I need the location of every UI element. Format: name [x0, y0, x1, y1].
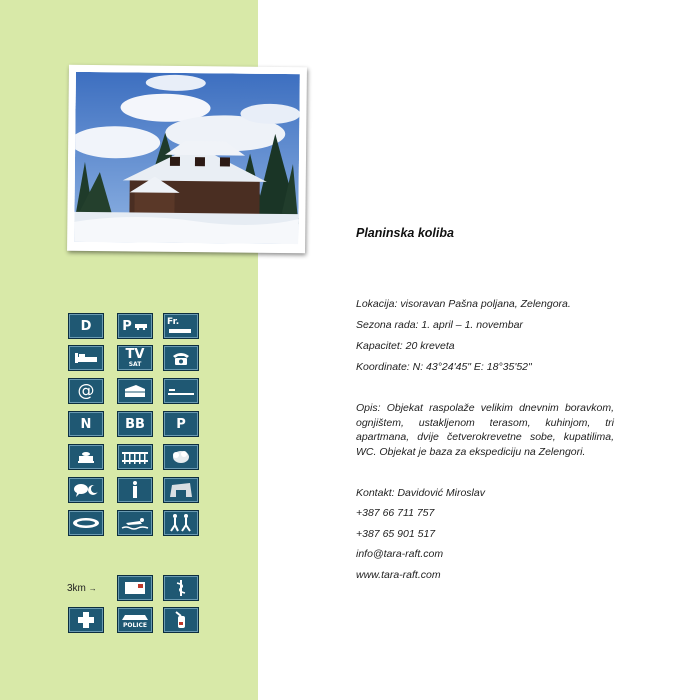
parking-icon: P	[163, 411, 199, 437]
breakfast-icon	[163, 313, 199, 339]
distance-arrow: →	[88, 584, 97, 593]
police-label: POLICE	[122, 621, 148, 629]
email-link[interactable]: info@tara-raft.com	[356, 548, 444, 560]
post-office-icon	[117, 575, 153, 601]
location-line: Lokacija: visoravan Pašna poljana, Zelengora.	[356, 298, 571, 310]
cooking-icon	[68, 444, 104, 470]
phone-1: +387 66 711 757	[356, 507, 435, 519]
phone-2: +387 65 901 517	[356, 528, 436, 540]
fireplace-icon	[163, 477, 199, 503]
police-icon	[117, 607, 153, 633]
laundry-icon	[117, 378, 153, 404]
telephone-icon	[163, 345, 199, 371]
page-title: Planinska koliba	[356, 226, 454, 240]
n-icon: N	[68, 411, 104, 437]
capacity-line: Kapacitet: 20 kreveta	[356, 340, 455, 352]
tv-sat-icon	[117, 345, 153, 371]
person-icon	[117, 477, 153, 503]
tv-label: TV	[125, 347, 145, 362]
fire-extinguisher-icon	[163, 607, 199, 633]
season-line: Sezona rada: 1. april – 1. novembar	[356, 319, 523, 331]
pharmacy-icon	[163, 575, 199, 601]
parking-letter: P	[122, 318, 132, 334]
photo-frame	[67, 65, 307, 253]
fence-terrace-icon	[117, 444, 153, 470]
coordinates-line: Koordinate: N: 43°24'45" E: 18°35'52"	[356, 361, 532, 373]
parking-car-icon	[117, 313, 153, 339]
first-aid-icon	[68, 607, 104, 633]
rafting-boat-icon	[68, 510, 104, 536]
description: Opis: Objekat raspolaže velikim dnevnim boravkom, ognjištem, ustakljenom terasom, kuhinjom, tri apartmana, dvije četverokrevetne sobe, kupatilima, WC. Objekat je baza za ekspediciju na Zelengori.	[356, 402, 614, 458]
hiking-icon	[163, 510, 199, 536]
swimming-icon	[117, 510, 153, 536]
bed-icon	[68, 345, 104, 371]
sat-label: SAT	[128, 361, 142, 368]
d-icon: D	[68, 313, 104, 339]
sheep-icon	[163, 444, 199, 470]
iron-icon	[163, 378, 199, 404]
fr-label: Fr.	[167, 316, 180, 327]
distance-label	[67, 583, 97, 594]
internet-icon: @	[68, 378, 104, 404]
mountain-hut-photo	[74, 72, 300, 244]
contact-name: Kontakt: Davidović Miroslav	[356, 487, 485, 499]
bb-icon: BB	[117, 411, 153, 437]
distance-value: 3km	[67, 583, 86, 594]
speech-moon-icon	[68, 477, 104, 503]
website-link[interactable]: www.tara-raft.com	[356, 569, 441, 581]
